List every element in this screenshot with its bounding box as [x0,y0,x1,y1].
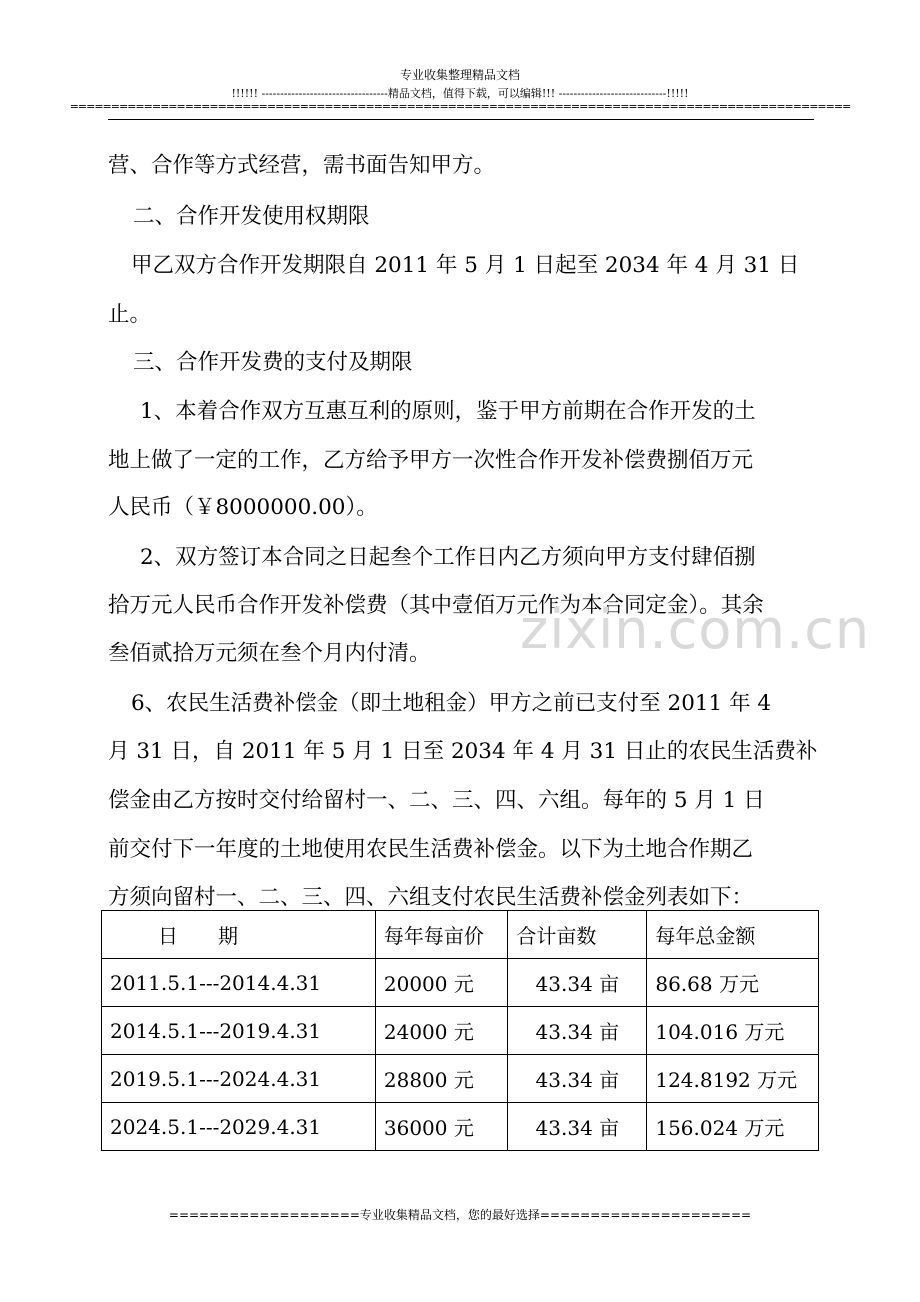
paragraph-line: 偿金由乙方按时交付给留村一、二、三、四、六组。每年的 5 月 1 日 [108,788,765,813]
table-cell-period: 2014.5.1---2019.4.31 [102,1007,376,1055]
footer-banner: ===================专业收集精品文档，您的最好选择===================== [168,1208,752,1222]
paragraph-line: 拾万元人民币合作开发补偿费（其中壹佰万元作为本合同定金）。其余 [108,593,764,618]
paragraph-line: 月 31 日，自 2011 年 5 月 1 日至 2034 年 4 月 31 日止的农民生活费补 [108,739,818,764]
header-rule [108,119,814,120]
section-heading-payment: 三、合作开发费的支付及期限 [133,350,413,375]
table-cell-period: 2024.5.1---2029.4.31 [102,1103,376,1151]
table-cell-price: 28800 元 [375,1055,508,1103]
table-cell-total: 156.024 万元 [647,1103,819,1151]
paragraph-line: 地上做了一定的工作，乙方给予甲方一次性合作开发补偿费捌佰万元 [108,448,754,473]
paragraph-line: 方须向留村一、二、三、四、六组支付农民生活费补偿金列表如下： [108,885,754,910]
table-cell-total: 86.68 万元 [647,959,819,1007]
table-cell-price: 20000 元 [375,959,508,1007]
table-header-row [102,911,819,959]
paragraph-line: 2、双方签订本合同之日起叁个工作日内乙方须向甲方支付肆佰捌 [140,545,756,570]
payment-table [101,910,819,1151]
table-cell-period: 2019.5.1---2024.4.31 [102,1055,376,1103]
paragraph-line: 营、合作等方式经营，需书面告知甲方。 [108,153,496,178]
table-cell-price: 36000 元 [375,1103,508,1151]
table-header-cell: 合计亩数 [508,911,647,959]
table-header-cell: 每年每亩价 [375,911,508,959]
table-cell-price: 24000 元 [375,1007,508,1055]
watermark: zixin.com.cn [520,598,871,661]
paragraph-line: 6、农民生活费补偿金（即土地租金）甲方之前已支付至 2011 年 4 [131,691,772,716]
paragraph-line: 人民币（￥8000000.00）。 [108,495,378,520]
table-cell-area: 43.34 亩 [508,1007,647,1055]
header-title: 专业收集整理精品文档 [399,68,520,82]
table-cell-total: 104.016 万元 [647,1007,819,1055]
table-cell-period: 2011.5.1---2014.4.31 [102,959,376,1007]
paragraph-line: 止。 [108,302,152,327]
table-row [102,1103,819,1151]
table-cell-area: 43.34 亩 [508,1055,647,1103]
header-divider-text: =============================================================================================== [69,100,851,113]
table-cell-area: 43.34 亩 [508,1103,647,1151]
table-header-cell: 日 期 [102,911,376,959]
section-heading-term: 二、合作开发使用权期限 [133,204,370,229]
table-row [102,959,819,1007]
header-banner: !!!!!! ----------------------------------精品文档，值得下载，可以编辑!!! -----------------------------!!!!! [231,87,689,100]
paragraph-line: 叁佰贰拾万元须在叁个月内付清。 [108,641,431,666]
table-row [102,1007,819,1055]
paragraph-line: 前交付下一年度的土地使用农民生活费补偿金。以下为土地合作期乙 [108,837,754,862]
paragraph-line: 1、本着合作双方互惠互利的原则，鉴于甲方前期在合作开发的土 [140,399,756,424]
table-cell-area: 43.34 亩 [508,959,647,1007]
table-cell-total: 124.8192 万元 [647,1055,819,1103]
table-row [102,1055,819,1103]
paragraph-line: 甲乙双方合作开发期限自 2011 年 5 月 1 日起至 2034 年 4 月 31 日 [131,253,800,278]
table-header-cell: 每年总金额 [647,911,819,959]
